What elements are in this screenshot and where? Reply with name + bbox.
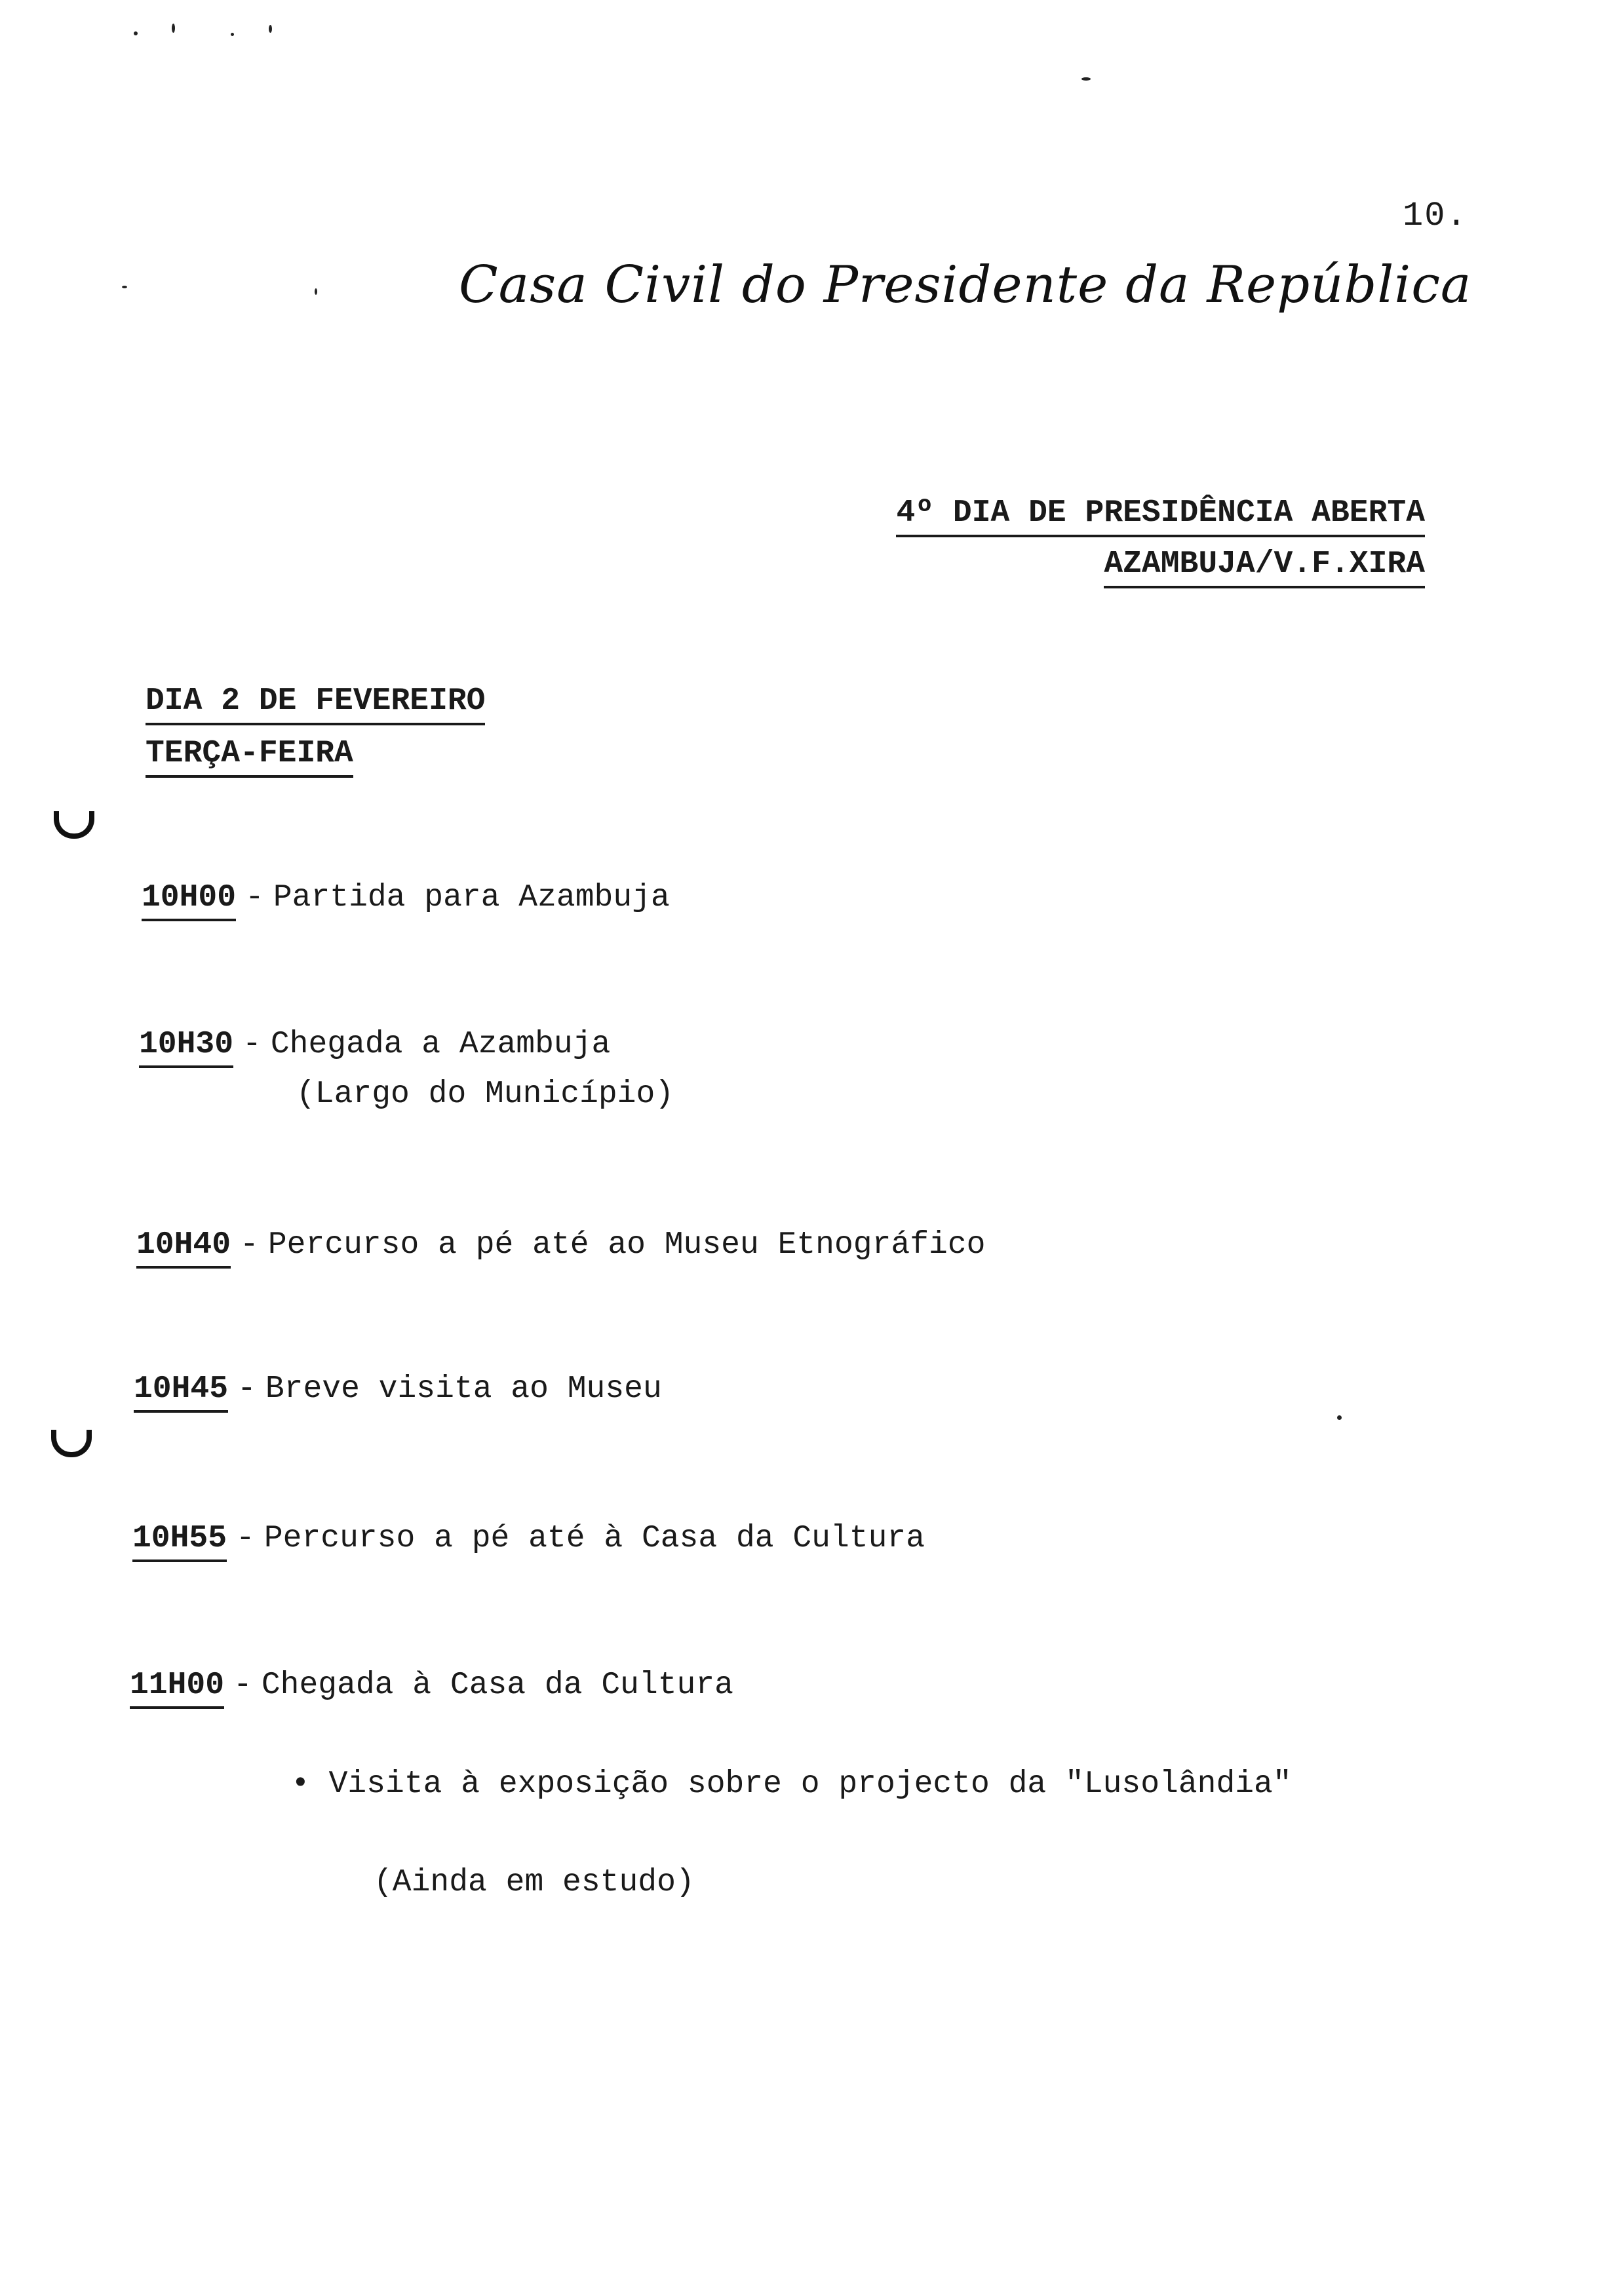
page-number: 10. <box>1403 197 1468 235</box>
entry-separator: - <box>233 1668 252 1703</box>
entry-separator: - <box>243 1027 262 1062</box>
entry-time: 10H00 <box>142 880 236 921</box>
schedule-entry <box>130 1660 733 1710</box>
scan-speck <box>172 24 175 33</box>
entry-separator: - <box>236 1521 255 1556</box>
date-line-2: TERÇA-FEIRA <box>146 736 353 778</box>
entry-text: Percurso a pé até à Casa da Cultura <box>263 1521 925 1556</box>
entry-time: 10H30 <box>139 1027 233 1068</box>
date-block <box>146 675 485 780</box>
schedule-entry <box>139 1020 674 1119</box>
entry-subtext: (Largo do Município) <box>296 1077 674 1112</box>
scan-speck <box>1337 1415 1342 1420</box>
entry-text: Chegada a Azambuja <box>270 1027 611 1062</box>
scan-speck <box>269 25 272 33</box>
note-text: (Ainda em estudo) <box>374 1865 695 1900</box>
entry-time: 10H45 <box>134 1371 228 1413</box>
heading-line-1: 4º DIA DE PRESIDÊNCIA ABERTA <box>896 495 1425 537</box>
entry-text: Percurso a pé até ao Museu Etnográfico <box>267 1227 986 1263</box>
entry-text: Partida para Azambuja <box>273 880 670 915</box>
scan-speck <box>231 33 234 36</box>
scan-speck <box>122 286 127 288</box>
margin-hole-mark <box>51 1430 92 1457</box>
schedule-entry <box>136 1220 985 1270</box>
schedule-entry <box>142 873 670 923</box>
margin-hole-mark <box>54 811 94 839</box>
scan-speck <box>315 288 317 295</box>
bullet-item <box>291 1767 1292 1802</box>
entry-separator: - <box>240 1227 259 1263</box>
schedule-entry <box>134 1364 662 1414</box>
scan-speck <box>1081 77 1091 81</box>
date-line-1: DIA 2 DE FEVEREIRO <box>146 683 485 725</box>
schedule-entry <box>132 1514 925 1563</box>
heading-line-2: AZAMBUJA/V.F.XIRA <box>1104 546 1425 588</box>
bullet-text: Visita à exposição sobre o projecto da "Lusolândia" <box>328 1767 1292 1802</box>
entry-time: 10H55 <box>132 1521 227 1562</box>
entry-separator: - <box>245 880 264 915</box>
entry-separator: - <box>237 1371 256 1407</box>
document-heading <box>896 488 1425 590</box>
entry-text: Breve visita ao Museu <box>265 1371 662 1407</box>
bullet-marker: • <box>291 1767 310 1802</box>
entry-time: 10H40 <box>136 1227 231 1269</box>
scan-speck <box>134 31 138 35</box>
letterhead: Casa Civil do Presidente da República <box>459 256 1472 315</box>
entry-time: 11H00 <box>130 1668 224 1709</box>
entry-text: Chegada à Casa da Cultura <box>261 1668 733 1703</box>
